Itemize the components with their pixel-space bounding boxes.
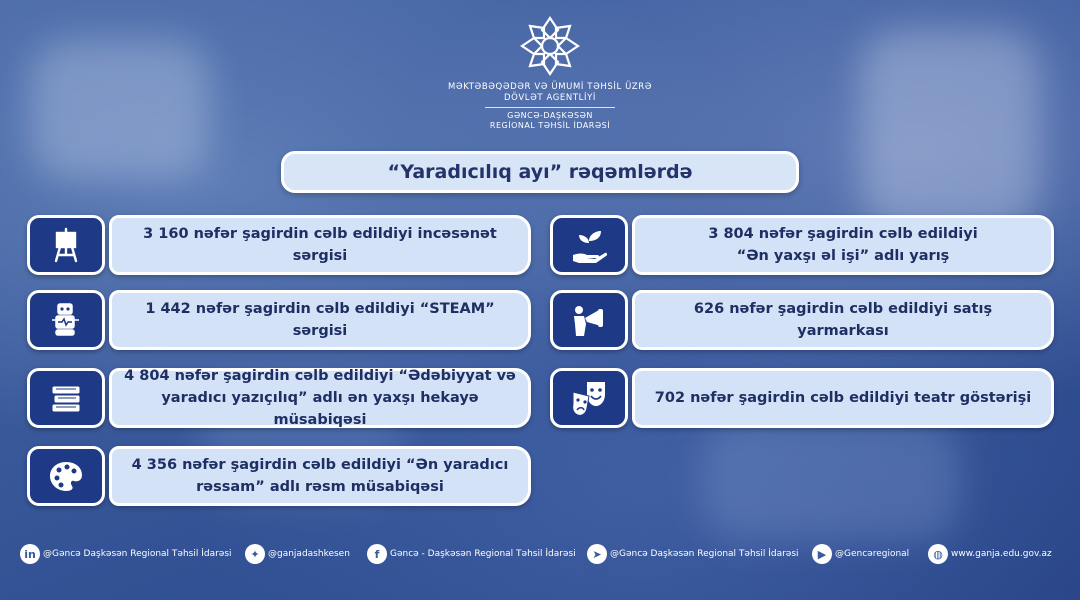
stat-card-painting <box>27 446 531 506</box>
footer-social-links <box>0 544 1080 574</box>
stat-text: 702 nəfər şagirdin cəlb edildiyi teatr göstərişi <box>632 368 1054 428</box>
stat-card-theatre <box>550 368 1054 428</box>
agency-divider <box>485 107 615 108</box>
hand-plant-icon <box>550 215 628 275</box>
twitter-handle: @ganjadashkesen <box>268 549 350 559</box>
megaphone-icon <box>550 290 628 350</box>
stat-card-art-exhibition <box>27 215 531 275</box>
telegram-handle: @Gəncə Daşkəsən Regional Təhsil İdarəsi <box>610 549 799 559</box>
stat-text <box>109 368 531 428</box>
stat-card-fair <box>550 290 1054 350</box>
agency-line4: REGİONAL TƏHSİL İDARƏSİ <box>489 121 611 130</box>
stat-text <box>109 446 531 506</box>
agency-line3: GƏNCƏ-DAŞKƏSƏN <box>507 111 593 120</box>
twitter-link[interactable] <box>245 544 350 564</box>
robot-icon <box>27 290 105 350</box>
facebook-link[interactable] <box>367 544 576 564</box>
stat-text-line2: rəssam” adlı rəsm müsabiqəsi <box>196 479 444 495</box>
books-icon <box>27 368 105 428</box>
stat-text: 3 160 nəfər şagirdin cəlb edildiyi incəsənət sərgisi <box>109 215 531 275</box>
stat-text-line2: “Ən yaxşı əl işi” adlı yarış <box>736 248 950 264</box>
agency-line1: MƏKTƏBƏQƏDƏR VƏ ÜMUMİ TƏHSİL ÜZRƏ <box>448 82 652 92</box>
youtube-handle: @Gencəregional <box>835 549 910 559</box>
agency-line2: DÖVLƏT AGENTLİYİ <box>504 93 596 103</box>
stat-text <box>632 215 1054 275</box>
youtube-link[interactable] <box>812 544 909 564</box>
agency-logo <box>518 14 582 78</box>
stat-text-line2: yaradıcı yazıçılıq” adlı ən yaxşı hekayə müsabiqəsi <box>161 390 479 428</box>
page-title: “Yaradıcılıq ayı” rəqəmlərdə <box>281 151 799 193</box>
stat-text: 1 442 nəfər şagirdin cəlb edildiyi “STEAM” sərgisi <box>109 290 531 350</box>
telegram-link[interactable] <box>587 544 799 564</box>
facebook-icon: f <box>367 544 387 564</box>
telegram-icon: ➤ <box>587 544 607 564</box>
agency-name <box>380 82 720 131</box>
easel-icon <box>27 215 105 275</box>
globe-icon: ◍ <box>928 544 948 564</box>
linkedin-link[interactable] <box>20 544 232 564</box>
website-url: www.ganja.edu.gov.az <box>951 549 1052 559</box>
stat-text-line1: 4 804 nəfər şagirdin cəlb edildiyi “Ədəbiyyat və <box>124 368 516 384</box>
stat-card-steam <box>27 290 531 350</box>
twitter-icon: ✦ <box>245 544 265 564</box>
theatre-masks-icon <box>550 368 628 428</box>
stat-text-line1: 3 804 nəfər şagirdin cəlb edildiyi <box>708 226 978 242</box>
palette-icon <box>27 446 105 506</box>
stat-card-literature <box>27 368 531 428</box>
youtube-icon: ▶ <box>812 544 832 564</box>
website-link[interactable] <box>928 544 1052 564</box>
stat-text: 626 nəfər şagirdin cəlb edildiyi satış yarmarkası <box>632 290 1054 350</box>
facebook-handle: Gəncə - Daşkəsən Regional Təhsil İdarəsi <box>390 549 576 559</box>
linkedin-icon: in <box>20 544 40 564</box>
stat-card-handicraft <box>550 215 1054 275</box>
linkedin-handle: @Gəncə Daşkəsən Regional Təhsil İdarəsi <box>43 549 232 559</box>
stat-text-line1: 4 356 nəfər şagirdin cəlb edildiyi “Ən yaradıcı <box>131 457 509 473</box>
